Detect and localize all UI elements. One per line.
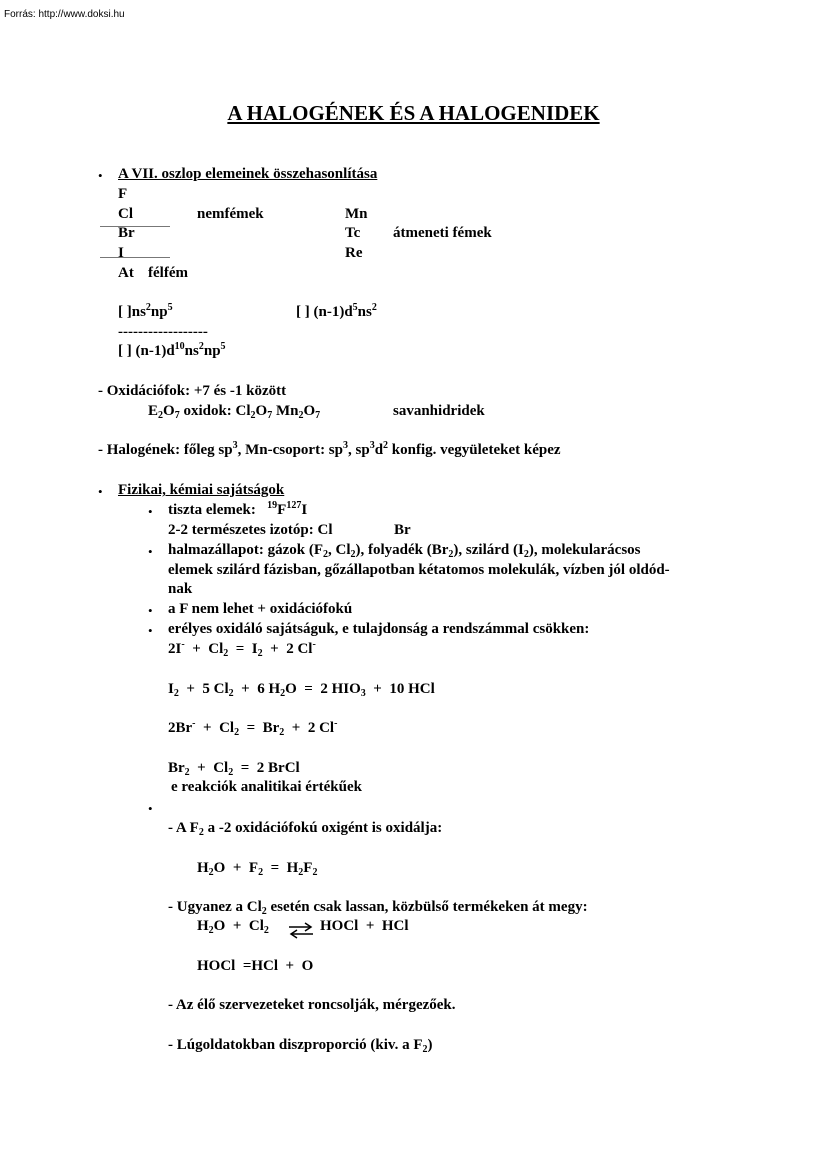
element-i: I [118, 245, 124, 261]
section1-heading: A VII. oszlop elemeinek összehasonlítása [118, 166, 378, 182]
bullet: • [98, 484, 103, 499]
f2-oxidizes-oxygen: - A $F_2$ a -2 oxidációfokú oxigént is oxidálja: [168, 820, 443, 838]
config-heavy: [ ] $(n-1)d^{10}ns^2np^5$ [118, 341, 226, 359]
equilibrium-arrow-icon [288, 921, 314, 939]
divider-line [100, 226, 170, 227]
divider-line [100, 257, 170, 258]
isotopes: 2-2 természetes izotóp: Cl [168, 522, 333, 538]
label-savanhidridek: savanhidridek [393, 403, 485, 419]
element-mn: Mn [345, 206, 368, 222]
disproportionation-note: - Lúgoldatokban diszproporció (kiv. a $F_2$) [168, 1037, 433, 1055]
config-mn-group: [ ] $(n-1)d^5ns^2$ [296, 302, 377, 320]
source-url: Forrás: http://www.doksi.hu [4, 9, 125, 20]
equation-6-products: HOCl + HCl [320, 918, 409, 934]
equation-3: $2Br^- + Cl_2 = Br_2 + 2$ Cl- [168, 718, 338, 738]
label-nemfemek: nemfémek [197, 206, 264, 222]
label-felfem: félfém [148, 265, 188, 281]
cl2-slow-note: - Ugyanez a $Cl_2$ esetén csak lassan, közbülső termékeken át megy: [168, 899, 588, 917]
isotope-br: Br [394, 522, 411, 538]
oxidizing-property: erélyes oxidáló sajátságuk, e tulajdonság a rendszámmal csökken: [168, 621, 590, 637]
equation-6: $H_2O + Cl_2$ [197, 918, 269, 936]
element-br: Br [118, 225, 135, 241]
element-f: F [118, 186, 128, 202]
analytical-note: e reakciók analitikai értékűek [171, 779, 362, 795]
element-at: At [118, 265, 134, 281]
label-atmeneti-femek: átmeneti fémek [393, 225, 492, 241]
element-re: Re [345, 245, 363, 261]
dashes: ------------------ [118, 324, 208, 340]
element-tc: Tc [345, 225, 361, 241]
toxicity-note: - Az élő szervezeteket roncsolják, mérgezőek. [168, 997, 456, 1013]
bullet: • [148, 801, 153, 816]
bullet: • [148, 544, 153, 559]
physical-state-line1: halmazállapot: gázok ($F_2$, $Cl_2$), folyadék $(Br_2)$, szilárd $(I_2)$, molekularácsos [168, 542, 641, 560]
physical-state-line3: nak [168, 581, 193, 597]
bullet: • [148, 623, 153, 638]
bullet: • [148, 504, 153, 519]
bullet: • [98, 168, 103, 183]
oxides-line: $E_2O_7$ oxidok: $Cl_2O_7$ $Mn_2O_7$ [148, 403, 321, 421]
f-oxidation-note: a F nem lehet + oxidációfokú [168, 601, 353, 617]
config-halogen: [ ]$ns^2np^5$ [118, 302, 173, 320]
section2-heading: Fizikai, kémiai sajátságok [118, 482, 285, 498]
bullet: • [148, 603, 153, 618]
oxidation-states: - Oxidációfok: +7 és -1 között [98, 383, 287, 399]
page-title: A HALOGÉNEK ÉS A HALOGENIDEK [227, 101, 600, 125]
equation-4: $Br_2 + Cl_2 = 2$ BrCl [168, 760, 300, 778]
hybridization-line: - Halogének: főleg $sp^3$, Mn-csoport: $sp^3$, $sp^3d^2$ konfig. vegyületeket képez [98, 440, 561, 458]
equation-7: HOCl =HCl + O [197, 958, 314, 974]
equation-1: $2I^- + Cl_2 = I_2 + 2$ Cl- [168, 639, 316, 659]
physical-state-line2: elemek szilárd fázisban, gőzállapotban kétatomos molekulák, vízben jól oldód- [168, 562, 670, 578]
equation-2: $I_2 + 5$ $Cl_2 + 6$ $H_2O = 2$ $HIO_3 + 10$ HCl [168, 681, 435, 699]
equation-5: $H_2O + F_2 = H_2F_2$ [197, 860, 318, 878]
pure-elements: tiszta elemek: $^{19}F^{127}I$ [168, 500, 308, 518]
element-cl: Cl [118, 206, 133, 222]
